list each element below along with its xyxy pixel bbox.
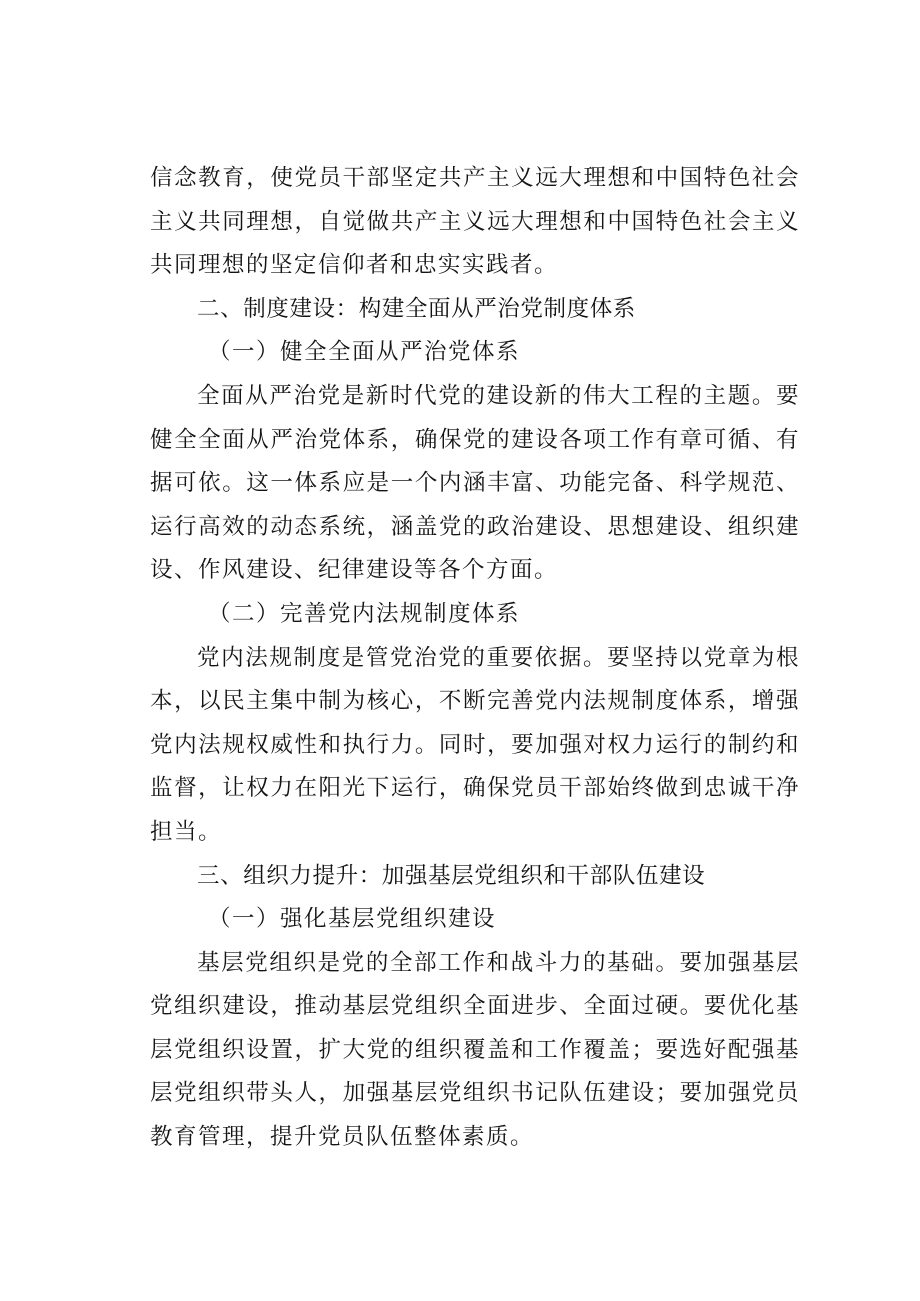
continuation-paragraph: 信念教育，使党员干部坚定共产主义远大理想和中国特色社会主义共同理想，自觉做共产主义远大理想和中国特色社会主义共同理想的坚定信仰者和忠实实践者。 (150, 165, 800, 279)
section-2-sub-1-heading: （一）健全全面从严治党体系 (208, 339, 521, 366)
section-2-sub-2-heading: （二）完善党内法规制度体系 (208, 600, 521, 627)
section-3-sub-1-heading: （一）强化基层党组织建设 (208, 906, 497, 933)
section-2-heading: 二、制度建设：构建全面从严治党制度体系 (197, 295, 636, 322)
document-body (150, 157, 800, 1160)
section-3-sub-1-paragraph: 基层党组织是党的全部工作和战斗力的基础。要加强基层党组织建设，推动基层党组织全面进步、全面过硬。要优化基层党组织设置，扩大党的组织覆盖和工作覆盖；要选好配强基层党组织带头人，加强基层党组织书记队伍建设；要加强党员教育管理，提升党员队伍整体素质。 (150, 949, 800, 1151)
section-2-sub-1-paragraph: 全面从严治党是新时代党的建设新的伟大工程的主题。要健全全面从严治党体系，确保党的建设各项工作有章可循、有据可依。这一体系应是一个内涵丰富、功能完备、科学规范、运行高效的动态系统，涵盖党的政治建设、思想建设、组织建设、作风建设、纪律建设等各个方面。 (150, 382, 800, 584)
section-2-sub-2-paragraph: 党内法规制度是管党治党的重要依据。要坚持以党章为根本，以民主集中制为核心，不断完善党内法规制度体系，增强党内法规权威性和执行力。同时，要加强对权力运行的制约和监督，让权力在阳光下运行，确保党员干部始终做到忠诚干净担当。 (150, 644, 800, 845)
section-3-heading: 三、组织力提升：加强基层党组织和干部队伍建设 (197, 862, 706, 889)
